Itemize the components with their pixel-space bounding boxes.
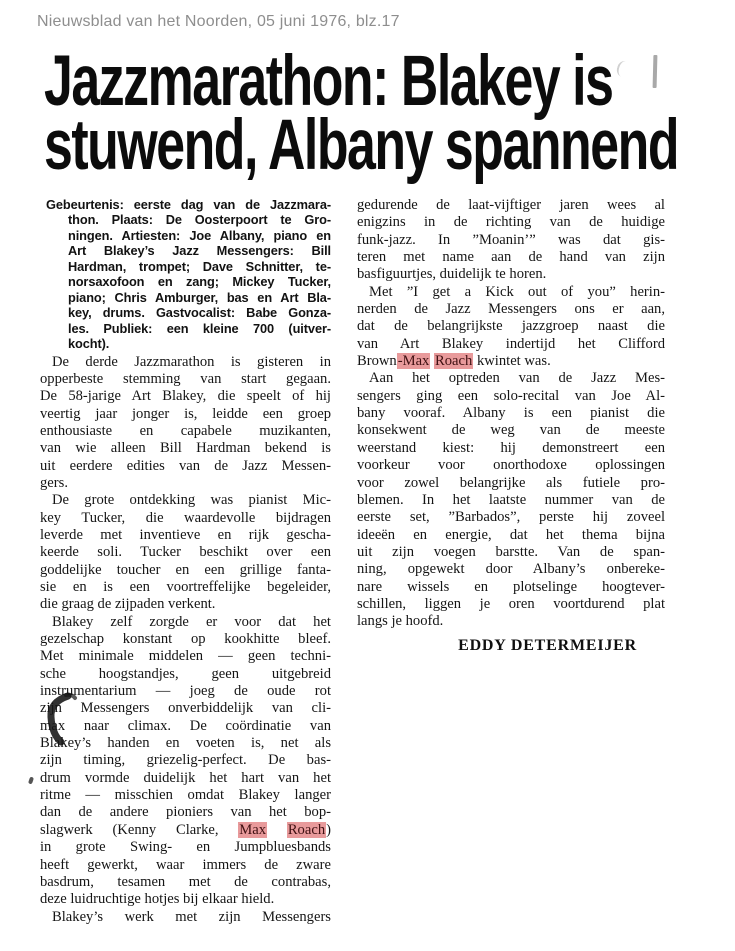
text-line: keerde soli. Tucker beschikt over een (40, 544, 331, 561)
text-line: funk-jazz. In ”Moanin’” was dat gis- (357, 231, 665, 248)
max-roach-highlight: Max (239, 821, 267, 838)
text-line: deze luidruchtige hotjes bij elkaar hield. (40, 891, 275, 908)
text-line: gedurende de laat-vijftiger jaren wees al (357, 197, 665, 213)
text-line: eerste set, ”Barbados”, perste hij zoveel (357, 509, 665, 526)
column-left-text (40, 354, 331, 926)
page-header: Nieuwsblad van het Noorden, 05 juni 1976, blz.17 (37, 13, 400, 30)
text-line: ideeën en energie, dat het thema bijna (357, 526, 665, 543)
text-line: nerden de Jazz Messengers ons er aan, (357, 301, 665, 318)
text-line: basdrum, tesamen met de contrabas, (40, 873, 331, 890)
text-line: Gebeurtenis: eerste dag van de Jazzmara- (46, 197, 331, 212)
column-left (40, 197, 331, 926)
text-line: bany vooraf. Albany is een pianist die (357, 405, 665, 422)
text-line: Met minimale middelen — geen techni- (40, 648, 331, 665)
text-line: thon. Plaats: De Oosterpoort te Gro- (68, 212, 331, 228)
text-line: norsaxofoon en zang; Mickey Tucker, (68, 274, 331, 290)
text-line: instrumentarium — joeg de oude rot (40, 683, 331, 700)
text-line: dan de andere pioniers van het bop- (40, 804, 331, 821)
paragraph (357, 197, 665, 284)
text-line: ning, opgewekt door Albany’s onbereke- (357, 561, 665, 578)
text-line: opperbeste stemming van start gegaan. (40, 370, 331, 387)
text-line: Met ”I get a Kick out of you” herin- (369, 283, 665, 300)
text-line: weerstand kiest: hij demonstreert een (357, 439, 665, 456)
text-line: langs je hoofd. (357, 613, 444, 630)
text-line: Blakey’s handen en voeten is, net als (40, 735, 331, 752)
text-line: sche hoogstandjes, geen uitgebreid (40, 665, 331, 682)
max-roach-highlight: Roach (287, 821, 326, 838)
text-line: van wie alleen Bill Hardman bekend is (40, 440, 331, 457)
text-line: Hardman, trompet; Dave Schnitter, te- (68, 258, 331, 274)
text-line: gers. (40, 474, 68, 491)
text-segment: slagwerk (Kenny Clarke, (40, 821, 239, 838)
text-line: teren met name aan de hand van zijn (357, 249, 665, 266)
text-line: leverde met inventieve en rijk gescha- (40, 526, 331, 543)
paragraph (357, 370, 665, 630)
text-line: ningen. Artiesten: Joe Albany, piano en (68, 227, 331, 243)
text-line: heeft gewerkt, waar immers de zware (40, 856, 331, 873)
text-line: enigzins in de richting van de huidige (357, 214, 665, 231)
byline: EDDY DETERMEIJER (458, 636, 637, 654)
paragraph (40, 492, 331, 613)
text-segment: kwintet was. (473, 353, 551, 370)
text-line: konsekwent de weg van de meeste (357, 422, 665, 439)
text-line: De derde Jazzmarathon is gisteren in (52, 353, 331, 370)
text-line: piano; Chris Amburger, bas en Art Bla- (68, 289, 331, 305)
text-line: ritme — misschien omdat Blakey langer (40, 787, 331, 804)
text-line: key, drums. Gastvocalist: Babe Gonza- (68, 305, 331, 321)
text-line: key Tucker, die waardevolle bijdragen (40, 509, 331, 526)
scan-artifact-dot (28, 777, 34, 785)
text-line: goddelijke toucher en een grillige fanta- (40, 561, 331, 578)
paragraph (40, 909, 331, 926)
text-line: Aan het optreden van de Jazz Mes- (369, 370, 665, 387)
scan-artifact-bar (653, 55, 658, 88)
headline-line-2: stuwend, Albany spannend (44, 106, 679, 185)
text-line: zijn Messengers onverbiddelijk van cli- (40, 700, 331, 717)
text-line: kocht). (68, 336, 110, 352)
text-line: uit eerdere edities van de Jazz Messen- (40, 457, 331, 474)
article-body (40, 197, 665, 926)
text-line: veertig jaar jonger is, leidde een groep (40, 405, 331, 422)
text-line: zijn timing, griezelig-perfect. De bas- (40, 752, 331, 769)
paragraph (357, 284, 665, 371)
text-line: gezelschap konstant op kookhitte bleef. (40, 631, 331, 648)
text-segment: Brown (357, 353, 397, 370)
text-segment: ) (326, 821, 331, 838)
column-right (357, 197, 665, 655)
text-line: schillen, liggen je oren voortdurend plat (357, 595, 665, 612)
paragraph (40, 614, 331, 909)
text-line: sengers ging een solo-recital van Joe Al- (357, 387, 665, 404)
headline (44, 42, 679, 185)
paragraph (40, 354, 331, 493)
text-line: Blakey zelf zorgde er voor dat het (52, 613, 331, 630)
text-line: voor zowel belangrijke als futiele pro- (357, 474, 665, 491)
column-right-text (357, 197, 665, 631)
max-roach-highlight: Roach (435, 353, 473, 370)
text-line: Blakey’s werk met zijn Messengers (52, 908, 331, 925)
text-line: enthousiaste en capabele muzikanten, (40, 422, 331, 439)
text-line: voorkeur voor onorthodoxe oplossingen (357, 457, 665, 474)
text-line: die graag de zijpaden verkent. (40, 596, 216, 613)
text-line: drum vormde duidelijk het hart van het (40, 769, 331, 786)
lead-paragraph (40, 197, 331, 352)
text-line: De grote ontdekking was pianist Mic- (52, 492, 331, 509)
text-line: sie en is een voortreffelijke begeleider, (40, 579, 331, 595)
text-line: max naar climax. De coördinatie van (40, 717, 331, 734)
text-line: nare wissels en plotselinge hoogtever- (357, 578, 665, 595)
text-line: in grote Swing- en Jumpbluesbands (40, 839, 331, 856)
text-line: les. Publiek: een kleine 700 (uitver- (68, 320, 331, 336)
text-line (40, 822, 331, 839)
text-segment (267, 822, 287, 838)
text-line: De 58-jarige Art Blakey, die speelt of hij (40, 388, 331, 405)
text-line: van Art Blakey indertijd het Clifford (357, 335, 665, 352)
text-line: dat de belangrijkste jazzgroep naast die (357, 318, 665, 335)
text-line (357, 353, 665, 370)
text-line: uit zijn voegen barstte. Van de span- (357, 543, 665, 560)
text-line: basfiguurtjes, duidelijk te horen. (357, 266, 547, 283)
headline-line-1: Jazzmarathon: Blakey is (44, 42, 613, 121)
text-line: blemen. In het laatste nummer van de (357, 491, 665, 508)
text-line: Art Blakey’s Jazz Messengers: Bill (68, 243, 331, 259)
max-roach-highlight: -Max (397, 353, 430, 370)
